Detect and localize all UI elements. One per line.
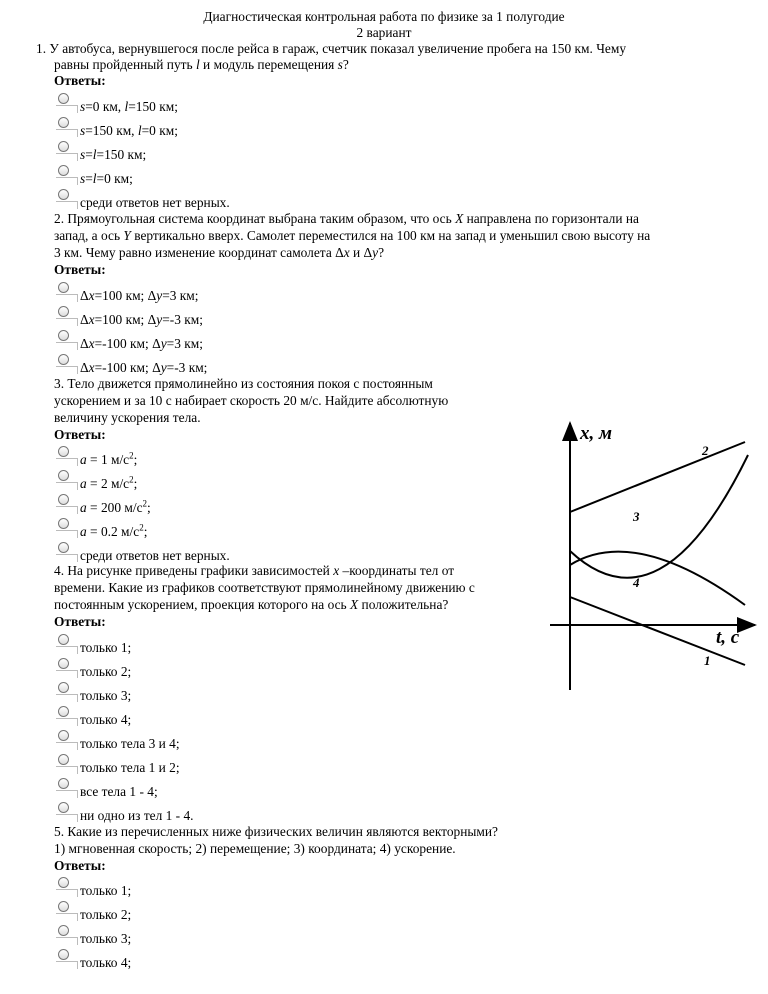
q3-text-line3: величину ускорения тела. [54, 410, 201, 425]
q2-option-1-label: Δx=100 км; Δy=3 км; [80, 288, 199, 303]
q4-text-line2: времени. Какие из графиков соответствуют прямолинейному движению с [54, 580, 475, 595]
q2-option-2-radio[interactable] [56, 306, 78, 324]
q3-option-1-label: a = 1 $м/с^2$; [80, 450, 138, 467]
q4-option-6-label: только тела 1 и 2; [80, 760, 180, 775]
q1-text-line2: равны пройденный путь l и модуль перемещения s? [54, 57, 349, 72]
q2-text-line3: 3 км. Чему равно изменение координат самолета Δx и Δy? [54, 245, 385, 260]
q5-option-2-radio[interactable] [56, 901, 78, 919]
q5-option-3-label: только 3; [80, 931, 132, 946]
q1-option-2-radio[interactable] [56, 117, 78, 135]
y-axis-label: x, м [580, 423, 613, 444]
curve-label-2: 2 [702, 443, 709, 458]
q4-text-line3: постоянным ускорением, проекция которого на ось X положительна? [54, 597, 449, 612]
q4-option-8-radio[interactable] [56, 802, 78, 820]
q3-option-3-label: a = 200 $м/с^2$; [80, 498, 151, 515]
curve-2 [570, 442, 745, 512]
q3-option-5-label: среди ответов нет верных. [80, 548, 230, 563]
q4-option-5-label: только тела 3 и 4; [80, 736, 180, 751]
q1-option-4-label: s=l=0 км; [80, 171, 133, 186]
q2-option-1-radio[interactable] [56, 282, 78, 300]
q2-text-line1: 2. Прямоугольная система координат выбрана таким образом, что ось X направлена по горизонтали на [54, 211, 639, 226]
q1-option-4-radio[interactable] [56, 165, 78, 183]
q3-option-4-radio[interactable] [56, 518, 78, 536]
q2-option-3-label: Δx=-100 км; Δy=3 км; [80, 336, 203, 351]
q5-option-3-radio[interactable] [56, 925, 78, 943]
q1-option-3-radio[interactable] [56, 141, 78, 159]
q5-option-4-radio[interactable] [56, 949, 78, 967]
q3-option-3-radio[interactable] [56, 494, 78, 512]
q4-option-3-label: только 3; [80, 688, 132, 703]
curve-label-3: 3 [633, 509, 640, 524]
q1-option-1-radio[interactable] [56, 93, 78, 111]
q5-option-2-label: только 2; [80, 907, 132, 922]
q1-option-2-label: s=150 км, l=0 км; [80, 123, 178, 138]
x-axis-label: t, с [716, 627, 740, 648]
q4-option-2-radio[interactable] [56, 658, 78, 676]
q1-text-line1: 1. У автобуса, вернувшегося после рейса в гараж, счетчик показал увеличение пробега на 150 км. Чему [36, 41, 627, 56]
curve-label-4: 4 [633, 575, 640, 590]
q1-option-5-label: среди ответов нет верных. [80, 195, 230, 210]
q3-option-5-radio[interactable] [56, 542, 78, 560]
q5-text-line1: 5. Какие из перечисленных ниже физических величин являются векторными? [54, 824, 498, 839]
q4-option-6-radio[interactable] [56, 754, 78, 772]
q4-option-1-label: только 1; [80, 640, 132, 655]
variant-label: 2 вариант [356, 25, 412, 40]
q5-option-1-radio[interactable] [56, 877, 78, 895]
q4-text-line1: 4. На рисунке приведены графики зависимостей x –координаты тел от [54, 563, 455, 578]
answers-label: Ответы: [54, 858, 106, 873]
q3-option-4-label: a = 0.2 $м/с^2$; [80, 522, 148, 539]
q2-option-4-label: Δx=-100 км; Δy=-3 км; [80, 360, 208, 375]
q4-option-4-label: только 4; [80, 712, 132, 727]
q4-option-8-label: ни одно из тел 1 - 4. [80, 808, 194, 823]
q2-option-2-label: Δx=100 км; Δy=-3 км; [80, 312, 203, 327]
q4-option-4-radio[interactable] [56, 706, 78, 724]
q4-option-7-label: все тела 1 - 4; [80, 784, 158, 799]
answers-label: Ответы: [54, 614, 106, 629]
q5-text-line2: 1) мгновенная скорость; 2) перемещение; 3) координата; 4) ускорение. [54, 841, 456, 856]
answers-label: Ответы: [54, 73, 106, 88]
q5-option-1-label: только 1; [80, 883, 132, 898]
q4-option-3-radio[interactable] [56, 682, 78, 700]
q4-option-5-radio[interactable] [56, 730, 78, 748]
q3-option-1-radio[interactable] [56, 446, 78, 464]
q4-option-7-radio[interactable] [56, 778, 78, 796]
curve-label-1: 1 [704, 653, 711, 668]
q2-option-4-radio[interactable] [56, 354, 78, 372]
curve-3 [570, 552, 745, 605]
q3-text-line1: 3. Тело движется прямолинейно из состояния покоя с постоянным [54, 376, 433, 391]
xt-graph [540, 415, 760, 695]
q3-text-line2: ускорением и за 10 с набирает скорость 20 м/с. Найдите абсолютную [54, 393, 449, 408]
answers-label: Ответы: [54, 262, 106, 277]
q1-option-3-label: s=l=150 км; [80, 147, 147, 162]
q2-text-line2: запад, а ось Y вертикально вверх. Самолет переместился на 100 км на запад и уменьшил свою высоту на [54, 228, 651, 243]
q3-option-2-label: a = 2 $м/с^2$; [80, 474, 138, 491]
q3-option-2-radio[interactable] [56, 470, 78, 488]
answers-label: Ответы: [54, 427, 106, 442]
page-title: Диагностическая контрольная работа по физике за 1 полугодие [203, 9, 565, 24]
q1-option-5-radio[interactable] [56, 189, 78, 207]
q1-option-1-label: s=0 км, l=150 км; [80, 99, 178, 114]
q2-option-3-radio[interactable] [56, 330, 78, 348]
q4-option-1-radio[interactable] [56, 634, 78, 652]
q4-option-2-label: только 2; [80, 664, 132, 679]
q5-option-4-label: только 4; [80, 955, 132, 970]
